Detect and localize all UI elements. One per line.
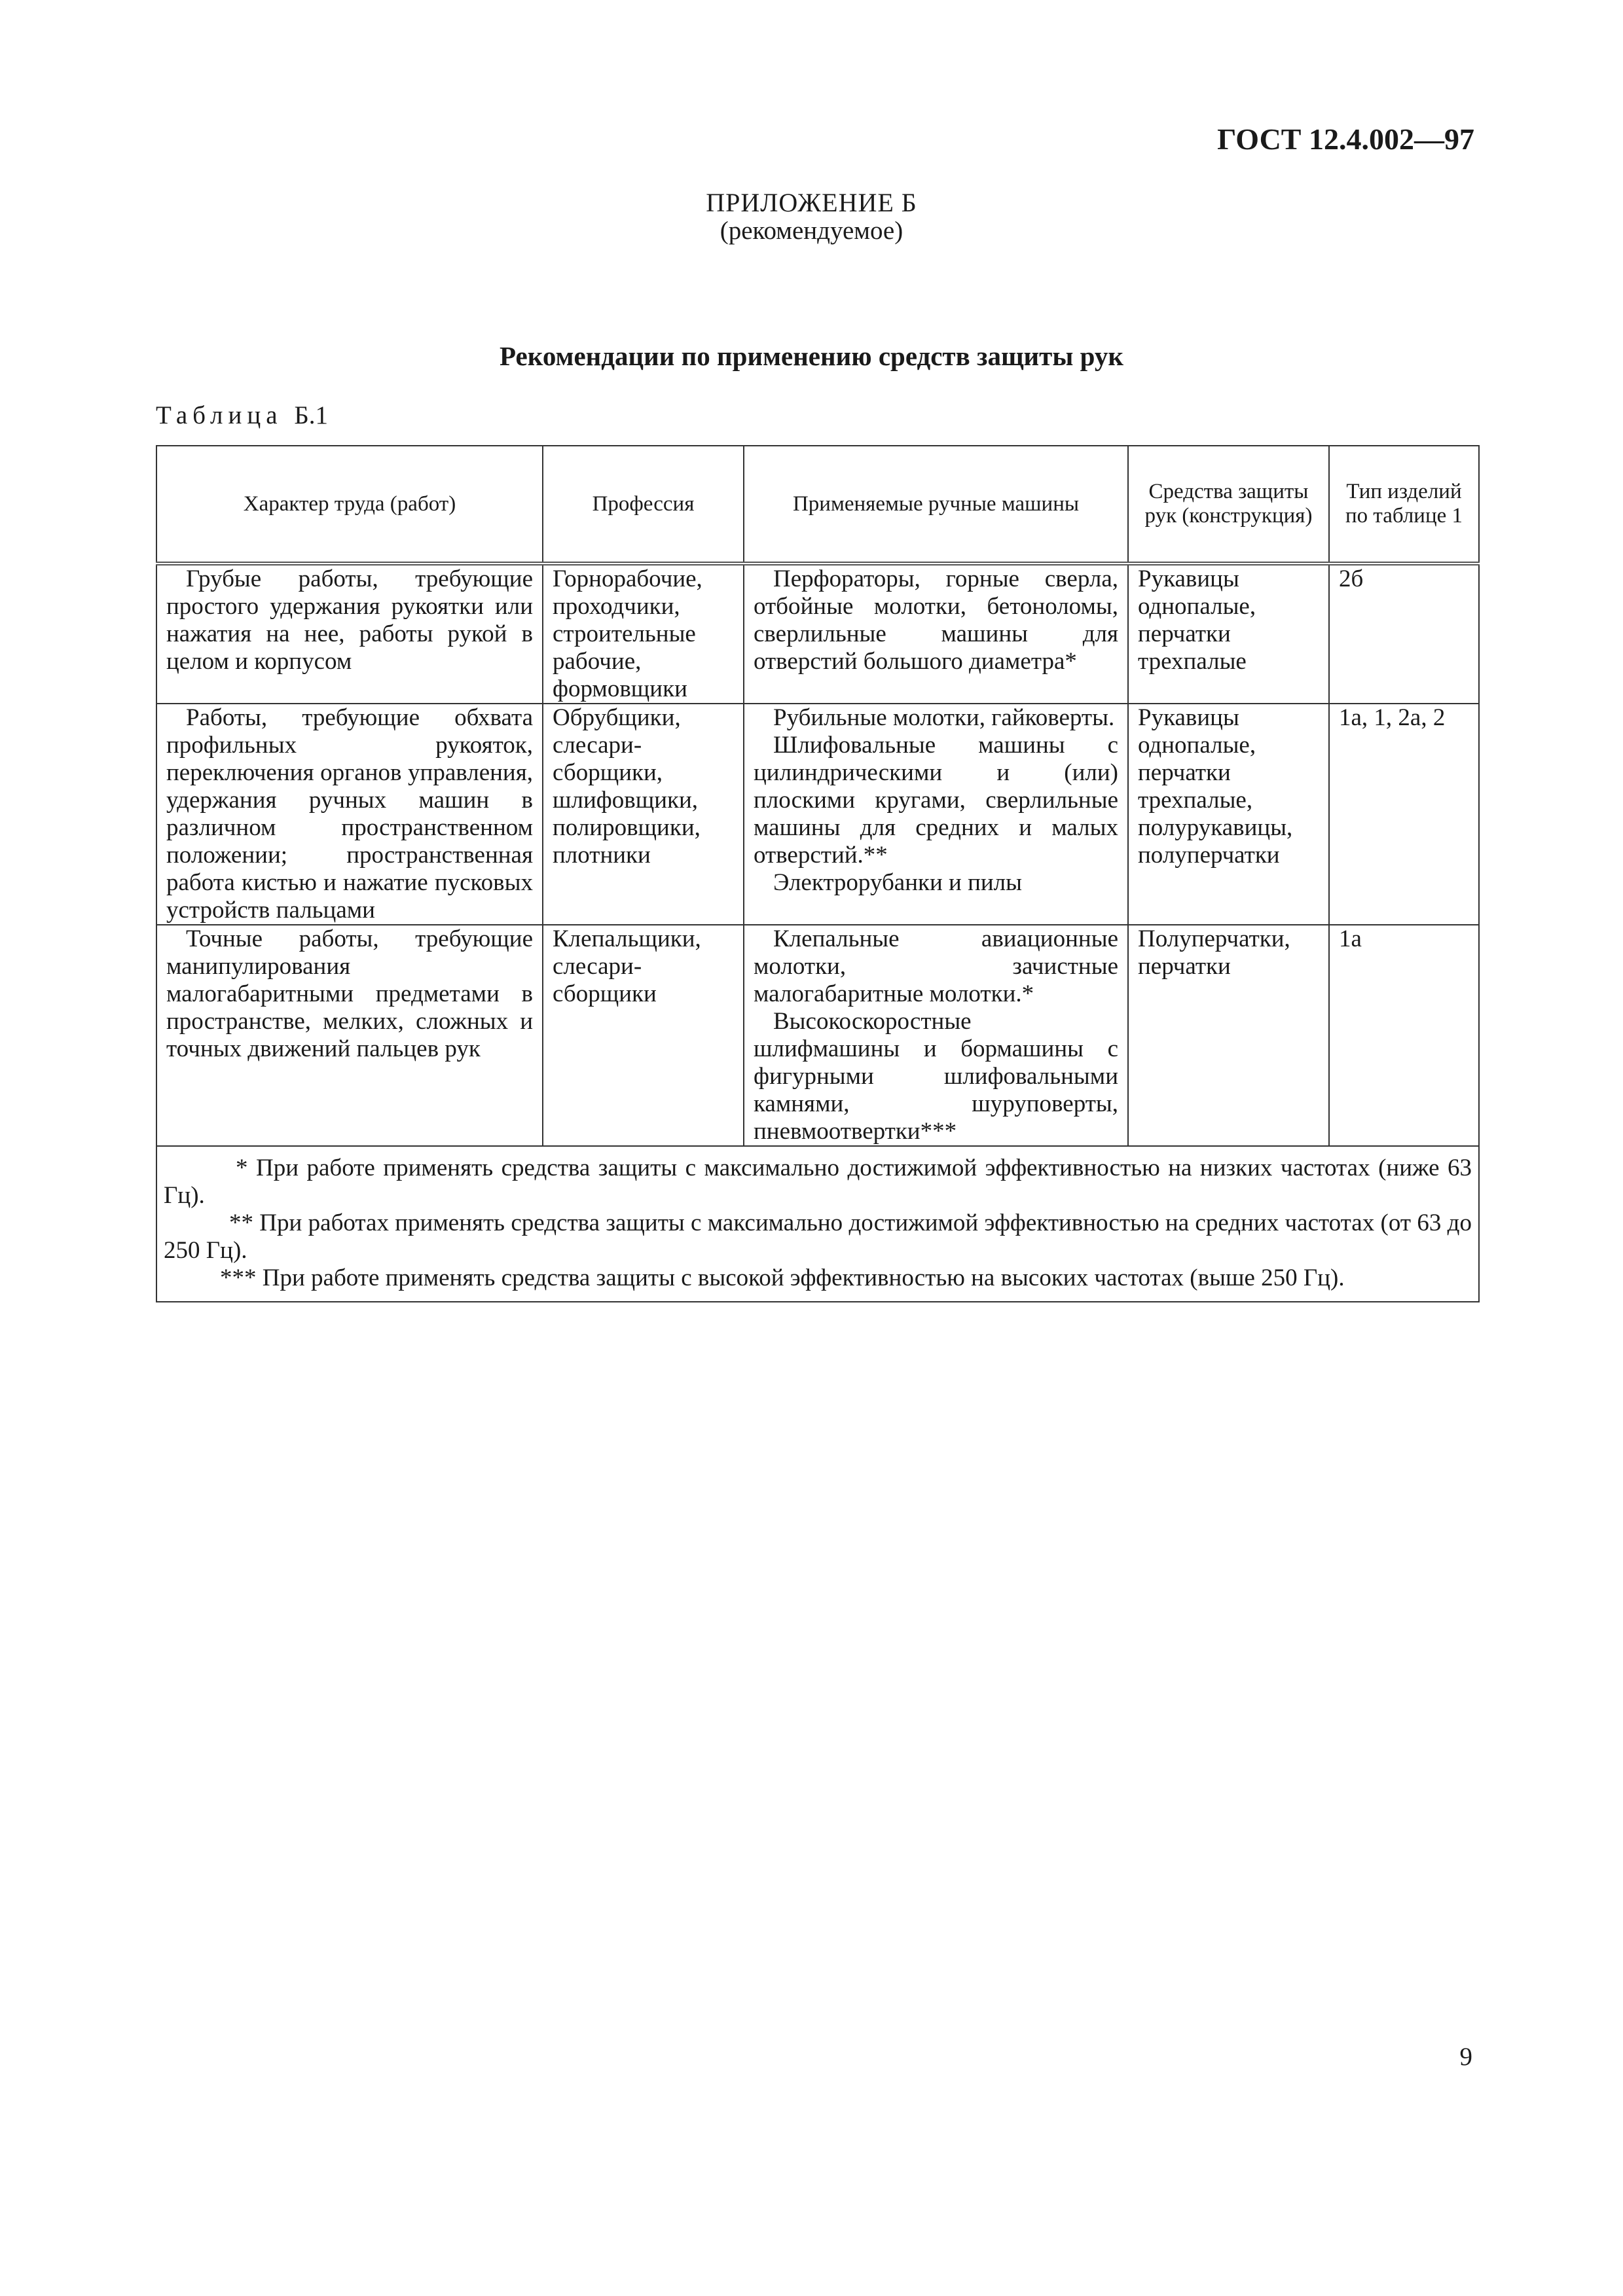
machines-paragraph: Перфораторы, горные сверла, отбойные молотки, бетоноломы, сверлильные машины для отверстий большого диаметра* — [754, 565, 1118, 675]
table-notes — [156, 1146, 1479, 1302]
column-header-profession: Профессия — [543, 446, 744, 564]
column-header-protection: Средства защиты рук (конструкция) — [1128, 446, 1329, 564]
column-header-work: Характер труда (работ) — [156, 446, 543, 564]
type-cell: 1а, 1, 2а, 2 — [1329, 704, 1479, 925]
table-notes-row — [156, 1146, 1479, 1302]
table-row — [156, 704, 1479, 925]
column-header-type: Тип изделий по таблице 1 — [1329, 446, 1479, 564]
protection-cell: Рукавицы однопалые, перчатки трехпалые, полурукавицы, полуперчатки — [1128, 704, 1329, 925]
table-row — [156, 925, 1479, 1146]
machines-paragraph: Шлифовальные машины с цилиндрическими и (или) плоскими кругами, сверлильные машины для средних и малых отверстий.** — [754, 732, 1118, 869]
table-caption — [156, 401, 328, 430]
protection-cell: Рукавицы однопалые, перчатки трехпалые — [1128, 564, 1329, 704]
appendix-subtitle: (рекомендуемое) — [720, 217, 903, 245]
table-header-row — [156, 446, 1479, 564]
profession-cell: Клепальщики, слесари-сборщики — [543, 925, 744, 1146]
footnote-1: * При работе применять средства защиты с максимально достижимой эффективностью на низких частотах (ниже 63 Гц). — [164, 1155, 1472, 1209]
page-number: 9 — [1459, 2043, 1472, 2071]
table-caption-number: Б.1 — [294, 401, 328, 429]
protection-cell: Полуперчатки, перчатки — [1128, 925, 1329, 1146]
machines-cell — [744, 564, 1128, 704]
appendix-title: ПРИЛОЖЕНИЕ Б — [706, 188, 917, 217]
document-code: ГОСТ 12.4.002—97 — [1217, 122, 1474, 156]
machines-cell — [744, 925, 1128, 1146]
type-cell: 1а — [1329, 925, 1479, 1146]
page-title: Рекомендации по применению средств защиты рук — [500, 341, 1123, 371]
recommendations-table — [156, 445, 1480, 1302]
machines-paragraph: Электрорубанки и пилы — [773, 869, 1023, 896]
table-row — [156, 564, 1479, 704]
work-cell: Точные работы, требующие манипулирования малогабаритными предметами в пространстве, мелких, сложных и точных движений пальцев рук — [156, 925, 543, 1146]
profession-cell: Горнорабочие, проходчики, строительные рабочие, формовщики — [543, 564, 744, 704]
column-header-machines: Применяемые ручные машины — [744, 446, 1128, 564]
work-cell: Грубые работы, требующие простого удержания рукоятки или нажатия на нее, работы рукой в целом и корпусом — [156, 564, 543, 704]
machines-paragraph: Клепальные авиационные молотки, зачистные малогабаритные молотки.* — [754, 925, 1118, 1007]
work-cell: Работы, требующие обхвата профильных рукояток, переключения органов управления, удержания ручных машин в различном пространственном положении; пространственная работа кистью и нажатие пусковых устройств пальцами — [156, 704, 543, 925]
type-cell: 2б — [1329, 564, 1479, 704]
profession-cell: Обрубщики, слесари-сборщики, шлифовщики, полировщики, плотники — [543, 704, 744, 925]
footnote-2: ** При работах применять средства защиты с максимально достижимой эффективностью на средних частотах (от 63 до 250 Гц). — [164, 1210, 1472, 1264]
machines-paragraph: Высокоскоростные шлифмашины и бормашины с фигурными шлифовальными камнями, шуруповерты, пневмоотвертки*** — [754, 1008, 1118, 1145]
machines-cell — [744, 704, 1128, 925]
table-caption-label: Таблица — [156, 401, 283, 429]
footnote-3: *** При работе применять средства защиты с высокой эффективностью на высоких частотах (выше 250 Гц). — [220, 1265, 1345, 1291]
machines-paragraph: Рубильные молотки, гайковерты. — [773, 704, 1115, 731]
